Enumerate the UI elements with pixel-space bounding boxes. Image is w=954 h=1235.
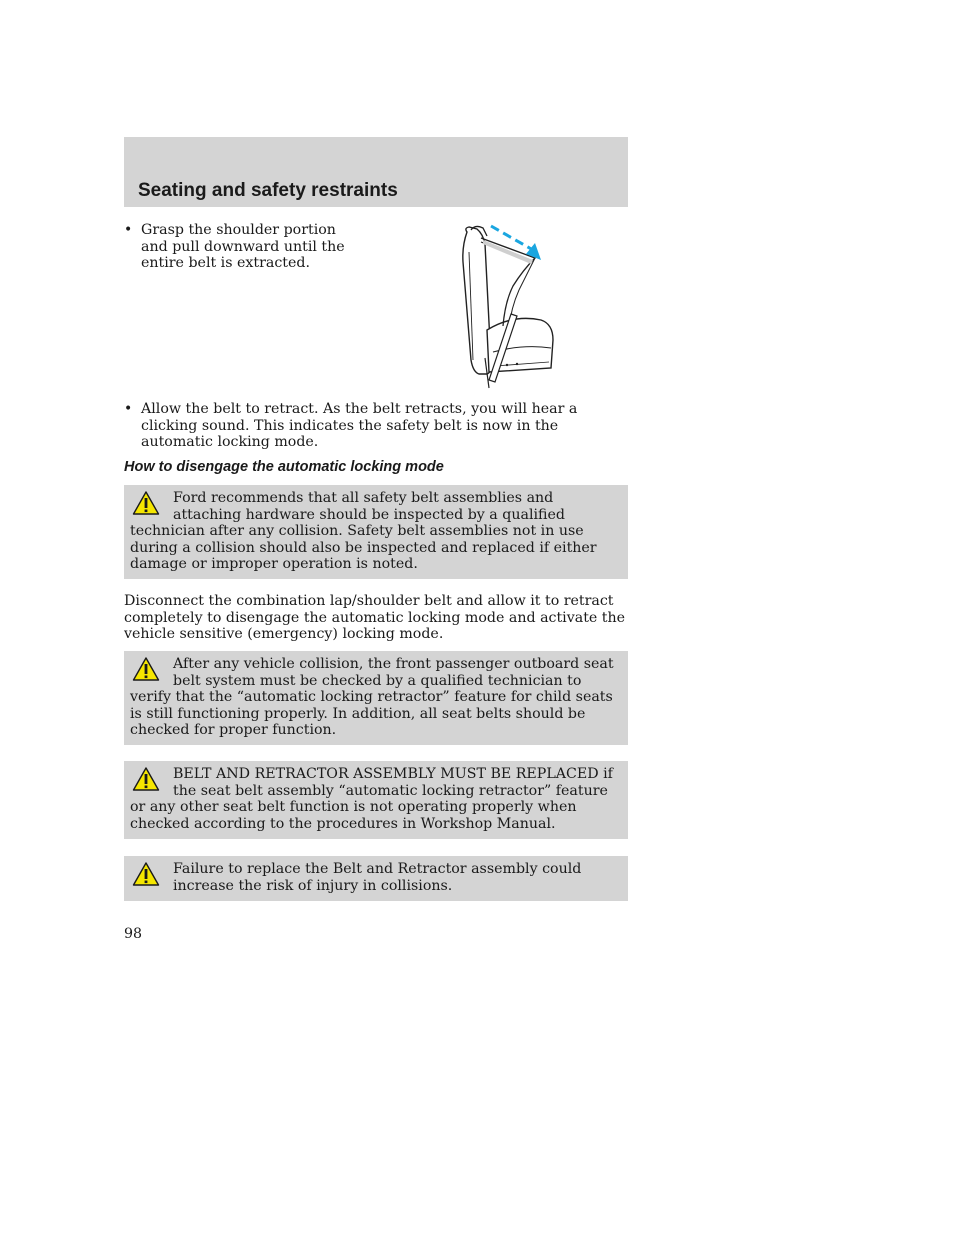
warning-box: [124, 856, 628, 901]
section-header-band: [124, 137, 628, 207]
bullet-marker: •: [124, 222, 133, 238]
warning-box: [124, 485, 628, 579]
bullet-text: Allow the belt to retract. As the belt retracts, you will hear a clicking sound. This indicates the safety belt is now in the automatic locking mode.: [141, 401, 578, 450]
bullet-text: Grasp the shoulder portion and pull downward until the entire belt is extracted.: [141, 222, 345, 271]
page-number: 98: [124, 926, 143, 942]
subheading: How to disengage the automatic locking mode: [124, 459, 444, 475]
seat-belt-extraction-illustration: [453, 222, 563, 390]
warning-text: BELT AND RETRACTOR ASSEMBLY MUST BE REPLACED if the seat belt assembly “automatic locking retractor” feature or any other seat belt function is not operating properly when checked according to the procedures in Workshop Manual.: [130, 766, 613, 832]
warning-text: After any vehicle collision, the front passenger outboard seat belt system must be checked by a qualified technician to verify that the “automatic locking retractor” feature for child seats is still functioning properly. In addition, all seat belts should be checked for proper function.: [130, 656, 614, 738]
warning-text: Ford recommends that all safety belt assemblies and attaching hardware should be inspected by a qualified technician after any collision. Safety belt assemblies not in use during a collision should also be inspected and replaced if either damage or improper operation is noted.: [130, 490, 597, 572]
section-title: Seating and safety restraints: [138, 180, 398, 201]
bullet-marker: •: [124, 401, 133, 417]
body-paragraph: Disconnect the combination lap/shoulder belt and allow it to retract completely to disengage the automatic locking mode and activate the vehicle sensitive (emergency) locking mode.: [124, 593, 626, 642]
warning-box: [124, 651, 628, 745]
warning-box: [124, 761, 628, 839]
warning-text: Failure to replace the Belt and Retractor assembly could increase the risk of injury in collisions.: [173, 861, 582, 894]
